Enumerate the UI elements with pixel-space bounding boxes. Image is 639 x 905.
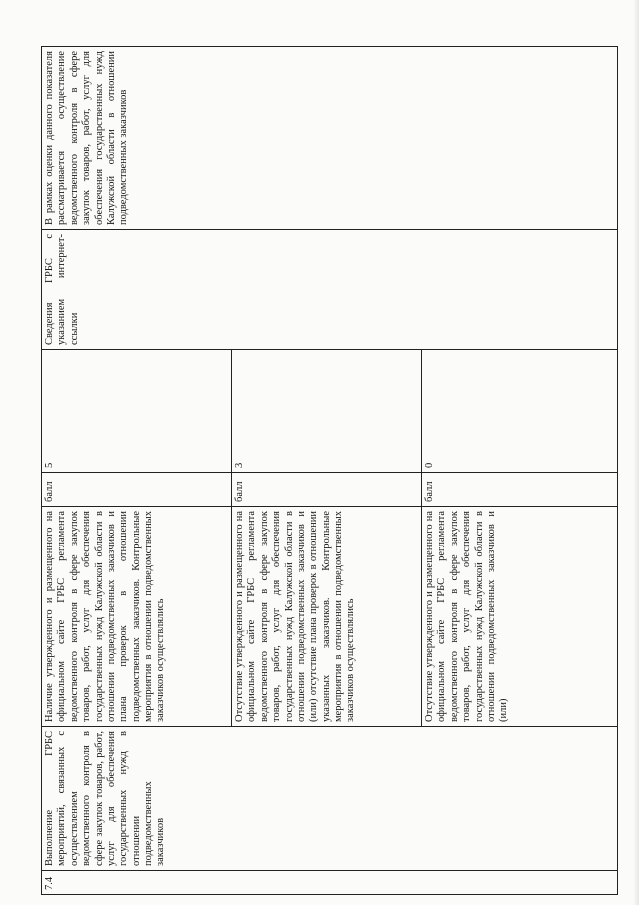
criterion-unit: балл	[232, 473, 422, 507]
row-number: 7.4	[42, 871, 618, 895]
criteria-table	[41, 46, 618, 895]
source-cell: Сведения ГРБС с указанием интернет-ссылки	[42, 230, 618, 350]
indicator-cell: Выполнение ГРБС мероприятий, связанных с осуществлением ведомственного контроля в сфере закупок товаров, работ, услуг для обеспечения государственных нужд в отношении подведомственных заказчиков	[42, 727, 618, 871]
criterion-unit: балл	[422, 473, 618, 507]
note-cell: В рамках оценки данного показателя рассматривается осуществление ведомственного контроля в сфере закупок товаров, работ, услуг для обеспечения государственных нужд Калужской области в отношении подведомственных заказчиков	[42, 47, 618, 230]
rotated-table-container	[41, 47, 617, 895]
criterion-value: 3	[232, 350, 422, 473]
criterion-text: Наличие утвержденного и размещенного на официальном сайте ГРБС регламента ведомственного контроля в сфере закупок товаров, работ, услуг для обеспечения государственных нужд Калужской области в отношении подведомственных заказчиков и плана проверок в отношении подведомственных заказчиков. Контрольные мероприятия в отношении подведомственных заказчиков осуществлялись	[42, 507, 232, 727]
criterion-value: 0	[422, 350, 618, 473]
criterion-unit: балл	[42, 473, 232, 507]
criterion-text: Отсутствие утвержденного и размещенного на официальном сайте ГРБС регламента ведомственного контроля в сфере закупок товаров, работ, услуг для обеспечения государственных нужд Калужской области в отношении подведомственных заказчиков и (или)	[422, 507, 618, 727]
criterion-text: Отсутствие утвержденного и размещенного на официальном сайте ГРБС регламента ведомственного контроля в сфере закупок товаров, работ, услуг для обеспечения государственных нужд Калужской области в отношении подведомственных заказчиков и (или) отсутствие плана проверок в отношении указанных заказчиков. Контрольные мероприятия в отношении подведомственных заказчиков осуществлялись	[232, 507, 422, 727]
criterion-value: 5	[42, 350, 232, 473]
table-row	[42, 47, 232, 895]
